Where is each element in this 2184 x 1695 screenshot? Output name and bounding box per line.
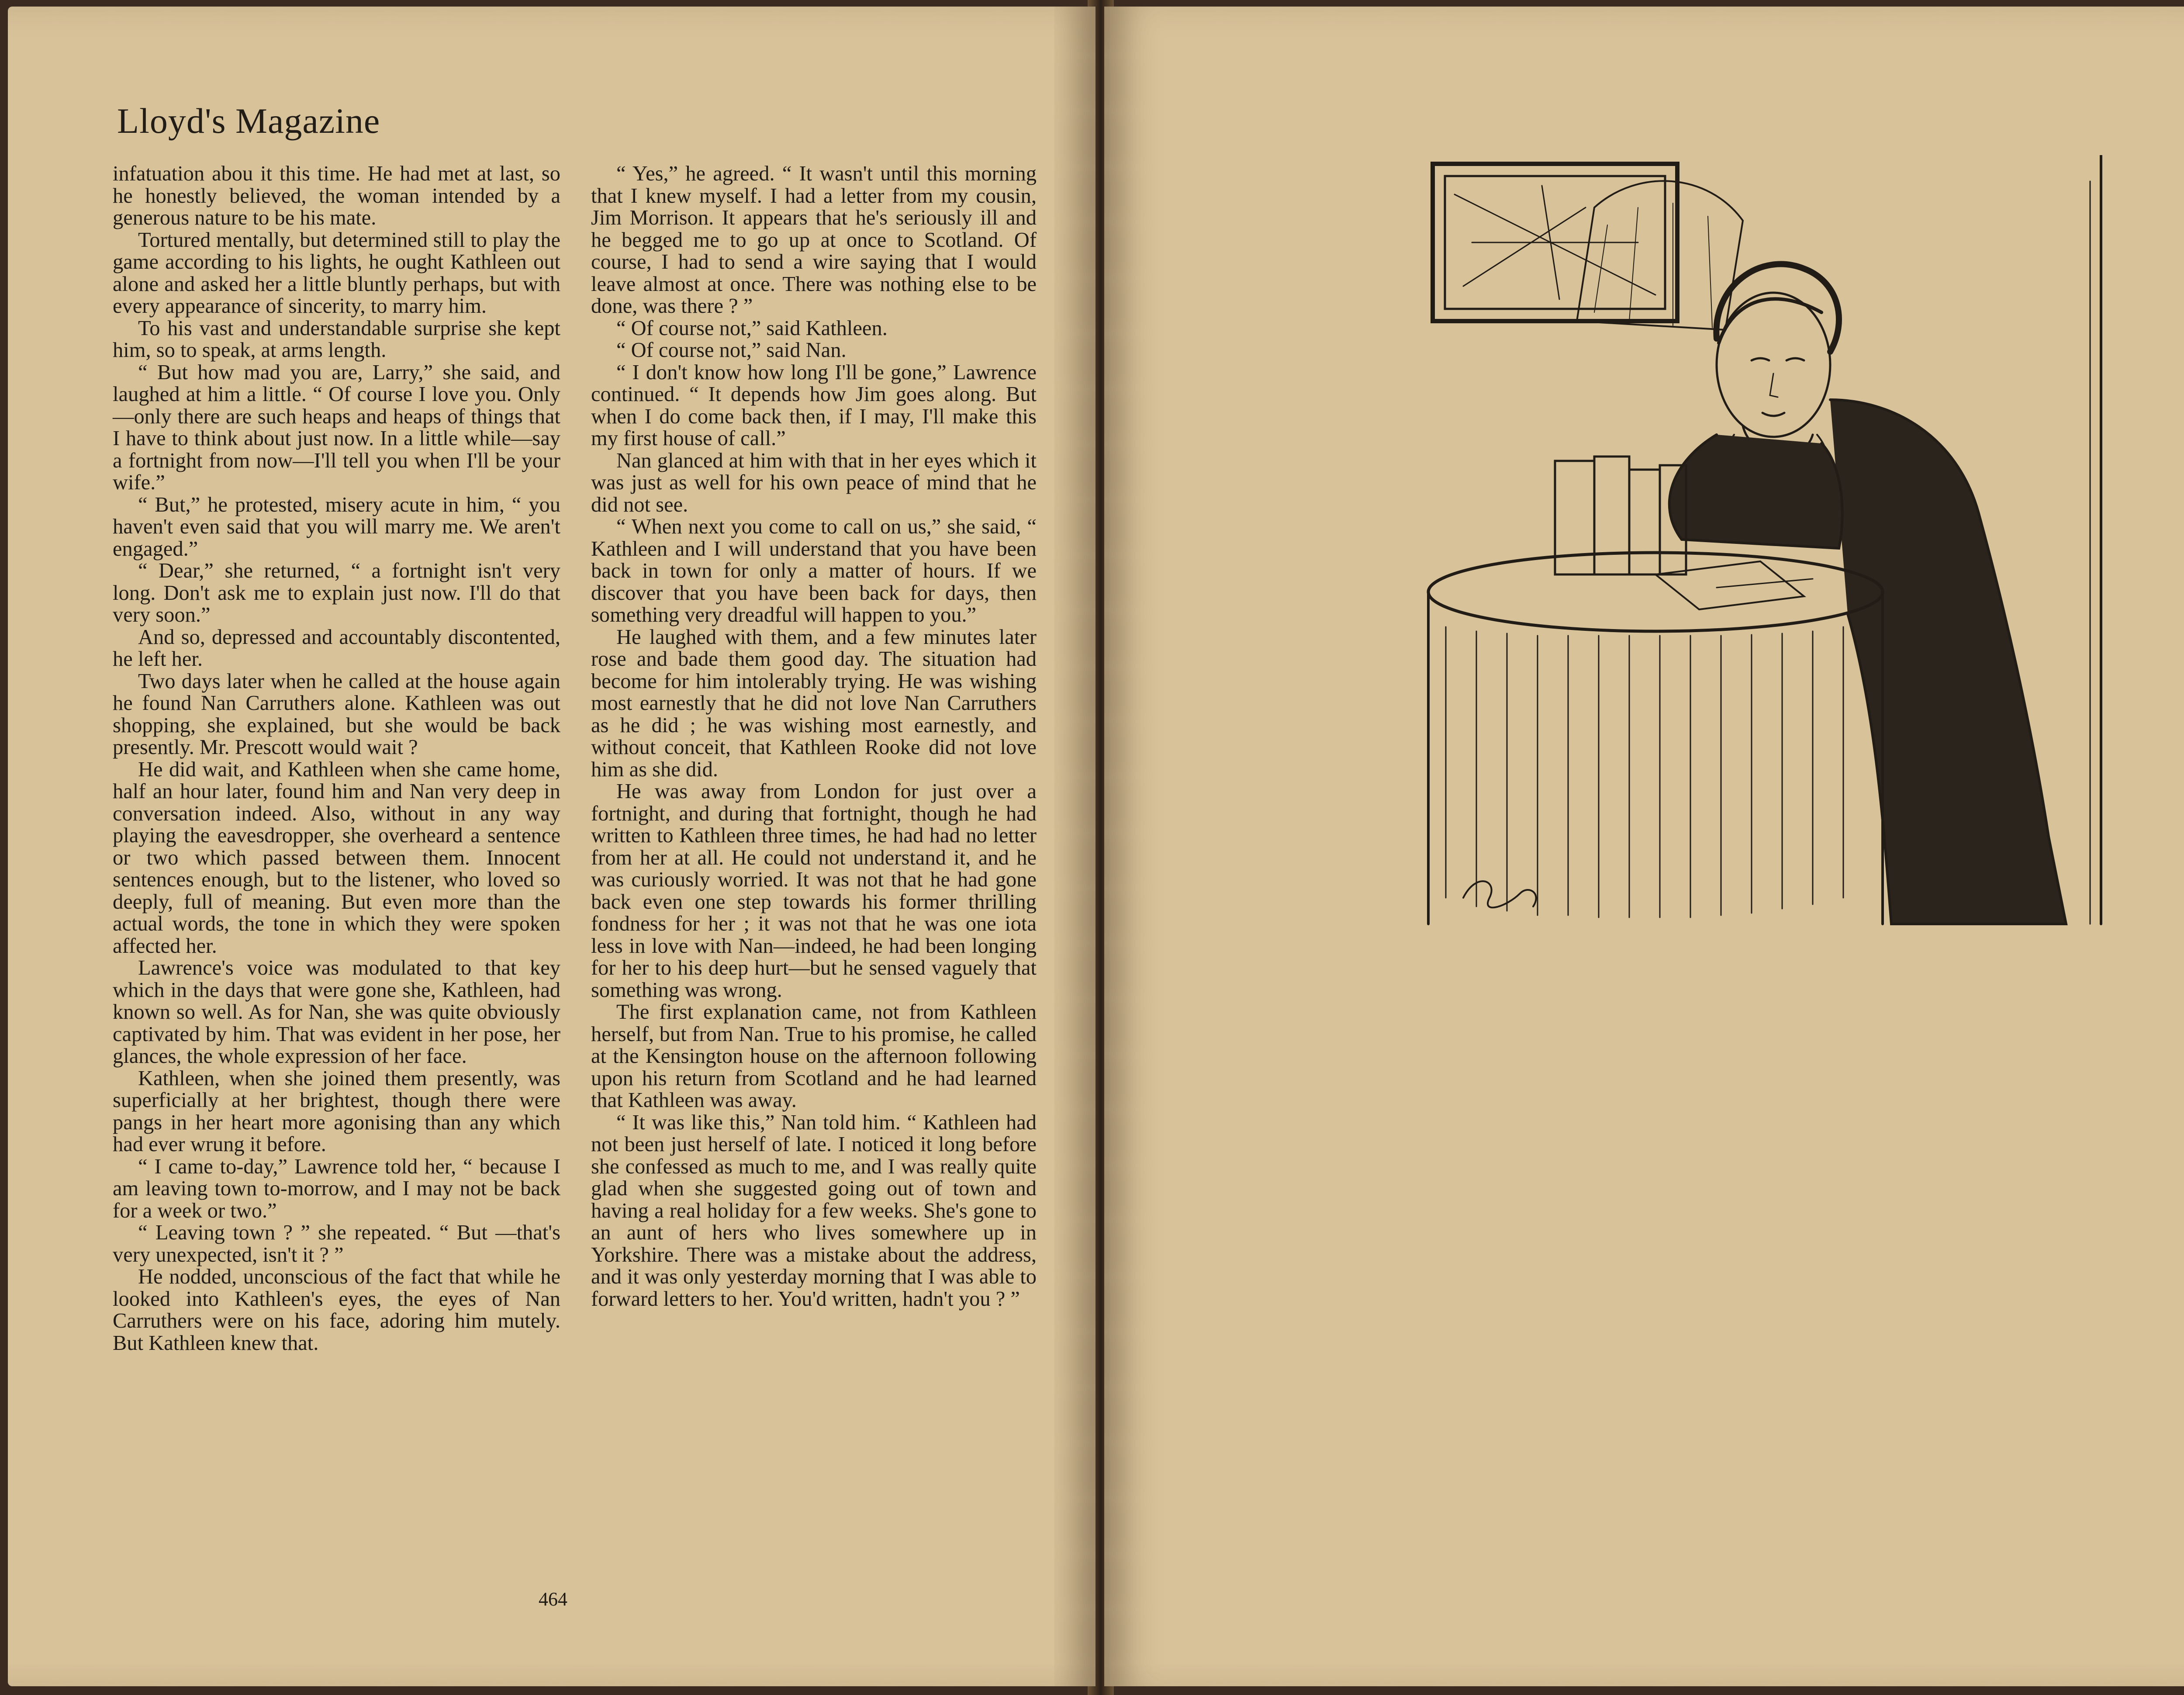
paragraph: He did wait, and Kathleen when she came home, half an hour later, found him and Nan very deep in conversation indeed. Also, without in any way playing the eavesdropper, she overheard a sentence or two which passed between them. Innocent sentences enough, but to the listener, who loved so deeply, full of meaning. But even more than the actual words, the tone in which they were spoken affected her. [113,758,560,958]
running-head-magazine: Lloyd's Magazine [117,101,380,141]
page-number-left: 464 [539,1588,567,1610]
paragraph: Kathleen, when she joined them presently, was superficially at her brightest, though there were pangs in her heart more agonising than any which had ever wrung it before. [113,1066,560,1156]
left-column-2 [591,163,1037,1310]
left-column-1 [113,163,560,1354]
right-page [1104,7,2184,1686]
paragraph: He was away from London for just over a fortnight, and during that fortnight, though he had written to Kathleen three times, he had had no letter from her at all. He could not understand it, and he was curiously worried. It was not that he had gone back even one step towards his former thrilling fondness for her ; it was not that he was one iota less in love with Nan—indeed, he had been longing for her to his deep hurt—but he sensed vaguely that something was wrong. [591,780,1037,1002]
left-page [8,7,1095,1686]
illustration-woman-at-table [1411,155,2110,968]
paragraph: “ Yes,” he agreed. “ It wasn't until this morning that I knew myself. I had a letter from my cousin, Jim Morrison. It appears that he's seriously ill and he begged me to go up at once to Scotland. Of course, I had to send a wire saying that I would leave almost at once. There was nothing else to be done, was there ? ” [591,162,1037,318]
paragraph: “ It was like this,” Nan told him. “ Kathleen had not been just herself of late. I noticed it long before she confessed as much to me, and I was really quite glad when she suggested going out of town and having a real holiday for a few weeks. She's gone to an aunt of hers who lives somewhere up in Yorkshire. There was a mistake about the address, and it was only yesterday morning that I was able to forward letters to her. You'd written, hadn't you ? ” [591,1110,1037,1311]
paragraph: And so, depressed and accountably discontented, he left her. [113,625,560,671]
paragraph: infatuation abou it this time. He had met at last, so he honestly believed, the woman intended by a generous nature to be his mate. [113,162,560,229]
paragraph: Tortured mentally, but determined still to play the game according to his lights, he ought Kathleen out alone and asked her a little bluntly perhaps, but with every appearance of sincerity, to marry him. [113,228,560,318]
paragraph: “ But how mad you are, Larry,” she said, and laughed at him a little. “ Of course I love you. Only—only there are such heaps and heaps of things that I have to think about just now. In a little while—say a fortnight from now—I'll tell you when I'll be your wife.” [113,360,560,494]
paragraph: To his vast and understandable surprise she kept him, so to speak, at arms length. [113,316,560,362]
paragraph: “ But,” he protested, misery acute in him, “ you haven't even said that you will marry me. We aren't engaged.” [113,493,560,560]
paragraph: He nodded, unconscious of the fact that while he looked into Kathleen's eyes, the eyes of Nan Carruthers were on his face, adoring him mutely. But Kathleen knew that. [113,1265,560,1355]
paragraph: “ Dear,” she returned, “ a fortnight isn't very long. Don't ask me to explain just now. I'll do that very soon.” [113,559,560,626]
paragraph: The first explanation came, not from Kathleen herself, but from Nan. True to his promise, he called at the Kensington house on the afternoon following upon his return from Scotland and he had learned that Kathleen was away. [591,1000,1037,1112]
paragraph: Two days later when he called at the house again he found Nan Carruthers alone. Kathleen was out shopping, she explained, but she would be back presently. Mr. Prescott would wait ? [113,669,560,759]
paragraph: “ Of course not,” said Nan. [616,339,847,362]
paragraph: Lawrence's voice was modulated to that key which in the days that were gone she, Kathleen, had known so well. As for Nan, she was quite obviously captivated by him. That was evident in her pose, her glances, the whole expression of her face. [113,956,560,1068]
paragraph: He laughed with them, and a few minutes later rose and bade them good day. The situation had become for him intolerably trying. He was wishing most earnestly that he did not love Nan Carruthers as he did ; he was wishing most earnestly, and without conceit, that Kathleen Rooke did not love him as she did. [591,625,1037,781]
paragraph: “ Leaving town ? ” she repeated. “ But —that's very unexpected, isn't it ? ” [113,1221,560,1266]
paragraph: “ I came to-day,” Lawrence told her, “ because I am leaving town to-morrow, and I may not be back for a week or two.” [113,1155,560,1222]
paragraph: “ Of course not,” said Kathleen. [616,316,888,340]
paragraph: Nan glanced at him with that in her eyes which it was just as well for his own peace of mind that he did not see. [591,449,1037,516]
paragraph: “ When next you come to call on us,” she said, “ Kathleen and I will understand that you have been back in town for only a matter of hours. If we discover that you have been back for days, then something very dreadful will happen to you.” [591,515,1037,626]
paragraph: “ I don't know how long I'll be gone,” Lawrence continued. “ It depends how Jim goes along. But when I do come back then, if I may, I'll make this my first house of call.” [591,360,1037,450]
